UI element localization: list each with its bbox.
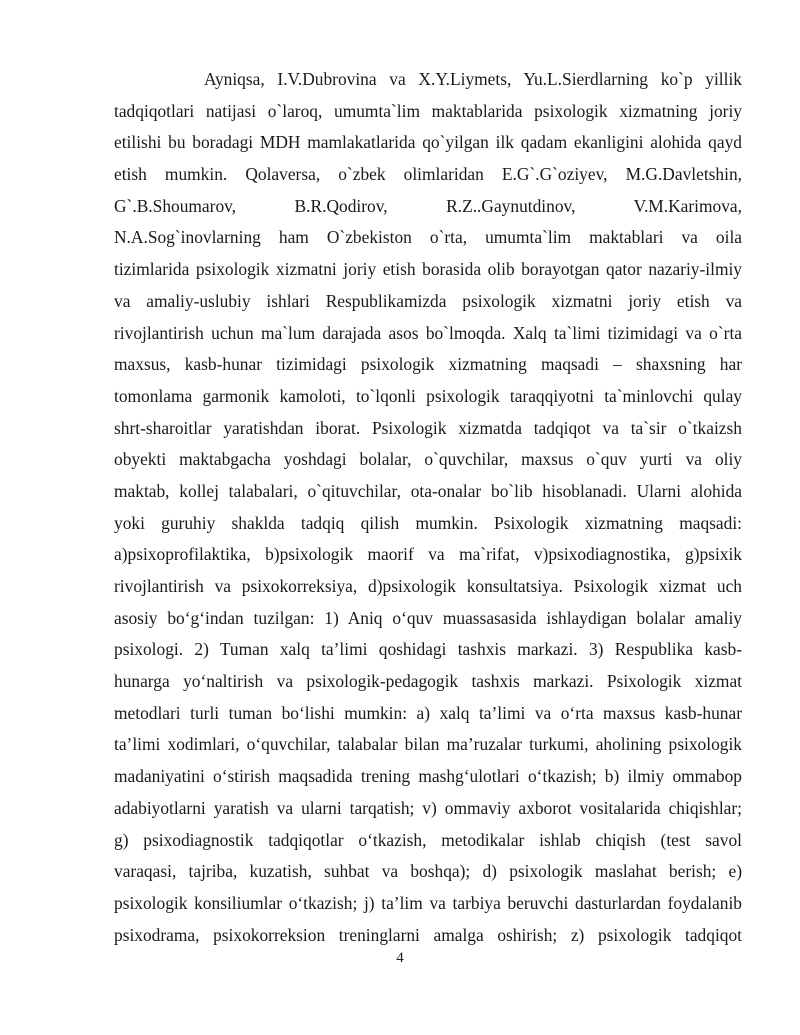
text-line: tizimlarida psixologik xizmatni joriy etish borasida olib borayotgan qator nazariy-ilmiy	[114, 259, 742, 280]
text-line: maktab, kollej talabalari, o`qituvchilar, ota-onalar bo`lib hisoblanadi. Ularni alohida	[114, 480, 742, 501]
text-line: asosiy bo‘g‘indan tuzilgan: 1) Aniq o‘quv muassasasida ishlaydigan bolalar amaliy	[114, 607, 742, 628]
text-line: rivojlantirish uchun ma`lum darajada asos bo`lmoqda. Xalq ta`limi tizimidagi va o`rta	[114, 322, 742, 343]
text-line: adabiyotlarni yaratish va ularni tarqatish; v) ommaviy axborot vositalarida chiqishlar;	[114, 797, 742, 818]
text-line: a)psixoprofilaktika, b)psixologik maorif va ma`rifat, v)psixodiagnostika, g)psixik	[114, 544, 742, 565]
body-paragraph	[114, 64, 742, 951]
text-line: psixologi. 2) Tuman xalq ta’limi qoshidagi tashxis markazi. 3) Respublika kasb-	[114, 639, 742, 660]
text-line: hunarga yo‘naltirish va psixologik-pedagogik tashxis markazi. Psixologik xizmat	[114, 671, 742, 692]
text-line: rivojlantirish va psixokorreksiya, d)psixologik konsultatsiya. Psixologik xizmat uch	[114, 576, 742, 596]
text-line: varaqasi, tajriba, kuzatish, suhbat va boshqa); d) psixologik maslahat berish; e)	[114, 861, 742, 882]
text-line: N.A.Sog`inovlarning ham O`zbekiston o`rta, umumta`lim maktablari va oila	[114, 227, 742, 248]
text-line: psixodrama, psixokorreksion treninglarni amalga oshirish; z) psixologik tadqiqot	[114, 924, 742, 945]
text-line: obyekti maktabgacha yoshdagi bolalar, o`quvchilar, maxsus o`quv yurti va oliy	[114, 449, 742, 470]
text-line: maxsus, kasb-hunar tizimidagi psixologik xizmatning maqsadi – shaxsning har	[114, 354, 742, 375]
text-line: tomonlama garmonik kamoloti, to`lqonli psixologik taraqqiyotni ta`minlovchi qulay	[114, 385, 742, 406]
text-line: yoki guruhiy shaklda tadqiq qilish mumkin. Psixologik xizmatning maqsadi:	[114, 512, 742, 533]
text-line: ta’limi xodimlari, o‘quvchilar, talabalar bilan ma’ruzalar turkumi, aholining psixologik	[114, 734, 742, 755]
text-line: G`.B.Shoumarov, B.R.Qodirov, R.Z..Gaynutdinov, V.M.Karimova,	[114, 195, 742, 216]
text-line: va amaliy-uslubiy ishlari Respublikamizda psixologik xizmatni joriy etish va	[114, 290, 742, 311]
text-line: shrt-sharoitlar yaratishdan iborat. Psixologik xizmatda tadqiqot va ta`sir o`tkaizsh	[114, 417, 742, 438]
text-line: metodlari turli tuman bo‘lishi mumkin: a) xalq ta’limi va o‘rta maxsus kasb-hunar	[114, 702, 742, 723]
text-line: etish mumkin. Qolaversa, o`zbek olimlaridan E.G`.G`oziyev, M.G.Davletshin,	[114, 164, 742, 185]
text-line: Ayniqsa, I.V.Dubrovina va X.Y.Liymets, Yu.L.Sierdlarning ko`p yillik	[204, 69, 742, 89]
text-line: psixologik konsiliumlar o‘tkazish; j) ta’lim va tarbiya beruvchi dasturlardan foydalanib	[114, 892, 742, 913]
text-line: etilishi bu boradagi MDH mamlakatlarida qo`yilgan ilk qadam ekanligini alohida qayd	[114, 132, 742, 153]
page-number: 4	[396, 950, 404, 966]
text-line: g) psixodiagnostik tadqiqotlar o‘tkazish, metodikalar ishlab chiqish (test savol	[114, 829, 742, 850]
text-line: tadqiqotlari natijasi o`laroq, umumta`lim maktablarida psixologik xizmatning joriy	[114, 100, 742, 121]
text-line: madaniyatini o‘stirish maqsadida trening mashg‘ulotlari o‘tkazish; b) ilmiy ommabop	[114, 766, 742, 787]
